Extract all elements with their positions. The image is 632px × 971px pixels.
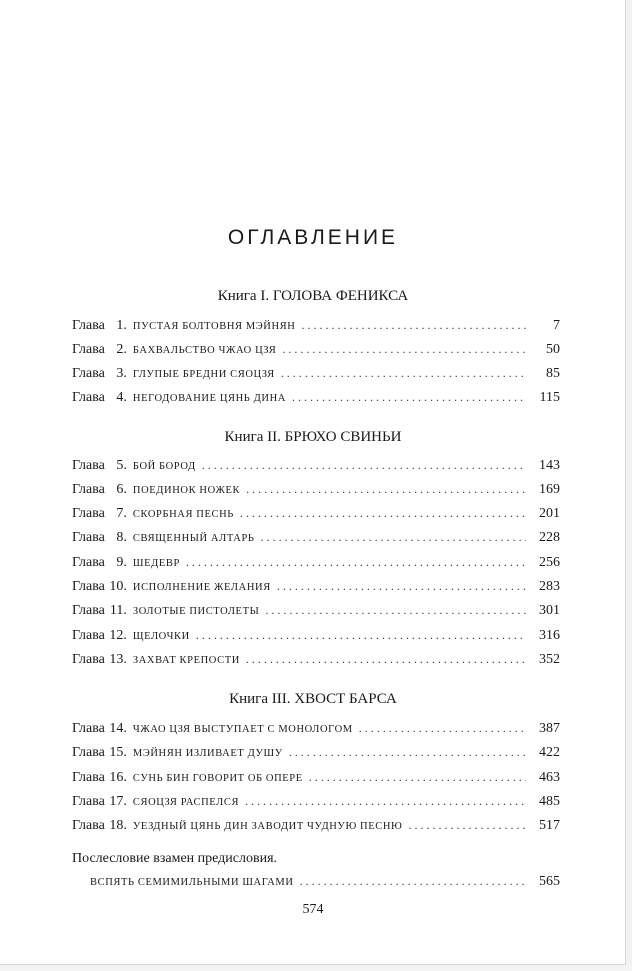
afterword-entry: [90, 871, 560, 891]
chapter-number: 8.: [116, 530, 127, 545]
toc-entry: [72, 479, 560, 499]
toc-entry: [72, 718, 560, 738]
page-number: 115: [539, 390, 560, 405]
chapter-number: 5.: [116, 458, 127, 473]
chapter-number: 2.: [116, 342, 127, 357]
dot-leader: [186, 552, 526, 572]
chapter-title: НЕГОДОВАНИЕ ЦЯНЬ ДИНА: [132, 393, 286, 404]
page-number: 169: [539, 482, 560, 497]
dot-leader: [265, 600, 526, 620]
chapter-word: Глава: [72, 628, 105, 643]
afterword-label: Послесловие взамен предисловия.: [72, 851, 278, 866]
toc-entry: [72, 791, 560, 811]
dot-leader: [277, 576, 526, 596]
chapter-number: 11.: [109, 603, 127, 618]
dot-leader: [300, 871, 526, 891]
page-title: ОГЛАВЛЕНИЕ: [227, 226, 399, 249]
page-number: 517: [539, 818, 560, 833]
page-number: 352: [539, 652, 560, 667]
toc-entry: [72, 339, 560, 359]
page-number: 143: [539, 458, 560, 473]
chapter-word: Глава: [72, 721, 105, 736]
dot-leader: [282, 339, 526, 359]
dot-leader: [202, 455, 526, 475]
chapter-title: ЩЕЛОЧКИ: [132, 631, 190, 642]
chapter-word: Глава: [72, 818, 105, 833]
chapter-word: Глава: [72, 506, 105, 521]
afterword-title: ВСПЯТЬ СЕМИМИЛЬНЫМИ ШАГАМИ: [90, 877, 294, 888]
chapter-number: 15.: [109, 745, 127, 760]
dot-leader: [301, 315, 526, 335]
page-number: 50: [546, 342, 560, 357]
chapter-word: Глава: [72, 530, 105, 545]
chapter-title: ГЛУПЫЕ БРЕДНИ СЯОЦЗЯ: [132, 369, 275, 380]
chapter-number: 4.: [116, 390, 127, 405]
dot-leader: [292, 387, 526, 407]
chapter-word: Глава: [72, 458, 105, 473]
toc-entry: [72, 576, 560, 596]
toc-entry: [72, 649, 560, 669]
book-heading-1: Книга I. ГОЛОВА ФЕНИКСА: [217, 288, 409, 304]
book-heading-3: Книга III. ХВОСТ БАРСА: [229, 691, 397, 707]
chapter-title: СУНЬ БИН ГОВОРИТ ОБ ОПЕРЕ: [132, 773, 303, 784]
page-number: 422: [539, 745, 560, 760]
toc-entry: [72, 742, 560, 762]
chapter-word: Глава: [72, 555, 105, 570]
page-number: 565: [539, 874, 560, 889]
chapter-number: 14.: [109, 721, 127, 736]
chapter-number: 1.: [116, 318, 127, 333]
book-heading-2: Книга II. БРЮХО СВИНЬИ: [224, 429, 402, 445]
toc-entry: [72, 815, 560, 835]
chapter-number: 9.: [116, 555, 127, 570]
chapter-number: 10.: [109, 579, 127, 594]
chapter-number: 17.: [109, 794, 127, 809]
chapter-number: 13.: [109, 652, 127, 667]
toc-entry: [72, 503, 560, 523]
page-number: 228: [539, 530, 560, 545]
chapter-title: ЗАХВАТ КРЕПОСТИ: [132, 655, 240, 666]
dot-leader: [246, 479, 526, 499]
dot-leader: [240, 503, 526, 523]
chapter-number: 6.: [116, 482, 127, 497]
toc-entry: [72, 527, 560, 547]
chapter-title: БАХВАЛЬСТВО ЧЖАО ЦЗЯ: [132, 345, 277, 356]
chapter-number: 7.: [116, 506, 127, 521]
toc-entry: [72, 600, 560, 620]
dot-leader: [246, 649, 526, 669]
chapter-title: ПОЕДИНОК НОЖЕК: [132, 485, 241, 496]
dot-leader: [196, 625, 526, 645]
folio-page-number: 574: [302, 902, 324, 917]
chapter-title: УЕЗДНЫЙ ЦЯНЬ ДИН ЗАВОДИТ ЧУДНУЮ ПЕСНЮ: [132, 821, 403, 832]
chapter-word: Глава: [72, 318, 105, 333]
toc-entry: [72, 363, 560, 383]
page-number: 485: [539, 794, 560, 809]
chapter-word: Глава: [72, 745, 105, 760]
chapter-word: Глава: [72, 482, 105, 497]
page-number: 387: [539, 721, 560, 736]
chapter-title: ЧЖАО ЦЗЯ ВЫСТУПАЕТ С МОНОЛОГОМ: [132, 724, 353, 735]
toc-entry: [72, 767, 560, 787]
chapter-word: Глава: [72, 652, 105, 667]
toc-entry: [72, 625, 560, 645]
dot-leader: [289, 742, 526, 762]
chapter-title: ШЕДЕВР: [132, 558, 180, 569]
chapter-title: СЯОЦЗЯ РАСПЕЛСЯ: [132, 797, 240, 808]
page-number: 201: [539, 506, 560, 521]
chapter-word: Глава: [72, 770, 105, 785]
chapter-word: Глава: [72, 603, 105, 618]
chapter-word: Глава: [72, 794, 105, 809]
chapter-title: СКОРБНАЯ ПЕСНЬ: [132, 509, 234, 520]
chapter-title: ПУСТАЯ БОЛТОВНЯ МЭЙНЯН: [132, 321, 296, 332]
chapter-title: ИСПОЛНЕНИЕ ЖЕЛАНИЯ: [132, 582, 271, 593]
toc-entry: [72, 552, 560, 572]
chapter-number: 12.: [109, 628, 127, 643]
dot-leader: [309, 767, 526, 787]
dot-leader: [261, 527, 526, 547]
dot-leader: [281, 363, 526, 383]
chapter-number: 16.: [109, 770, 127, 785]
dot-leader: [359, 718, 526, 738]
page-number: 316: [539, 628, 560, 643]
dot-leader: [245, 791, 526, 811]
chapter-number: 18.: [109, 818, 127, 833]
page-number: 463: [539, 770, 560, 785]
page-number: 301: [539, 603, 560, 618]
chapter-word: Глава: [72, 579, 105, 594]
chapter-title: МЭЙНЯН ИЗЛИВАЕТ ДУШУ: [132, 748, 283, 759]
chapter-title: БОЙ БОРОД: [132, 461, 196, 472]
toc-entry: [72, 387, 560, 407]
page-number: 7: [553, 318, 560, 333]
chapter-word: Глава: [72, 342, 105, 357]
chapter-number: 3.: [116, 366, 127, 381]
chapter-word: Глава: [72, 390, 105, 405]
chapter-title: ЗОЛОТЫЕ ПИСТОЛЕТЫ: [132, 606, 260, 617]
toc-entry: [72, 315, 560, 335]
dot-leader: [408, 815, 526, 835]
page-number: 283: [539, 579, 560, 594]
page-number: 256: [539, 555, 560, 570]
toc-entry: [72, 455, 560, 475]
chapter-title: СВЯЩЕННЫЙ АЛТАРЬ: [132, 533, 255, 544]
page-number: 85: [546, 366, 560, 381]
chapter-word: Глава: [72, 366, 105, 381]
